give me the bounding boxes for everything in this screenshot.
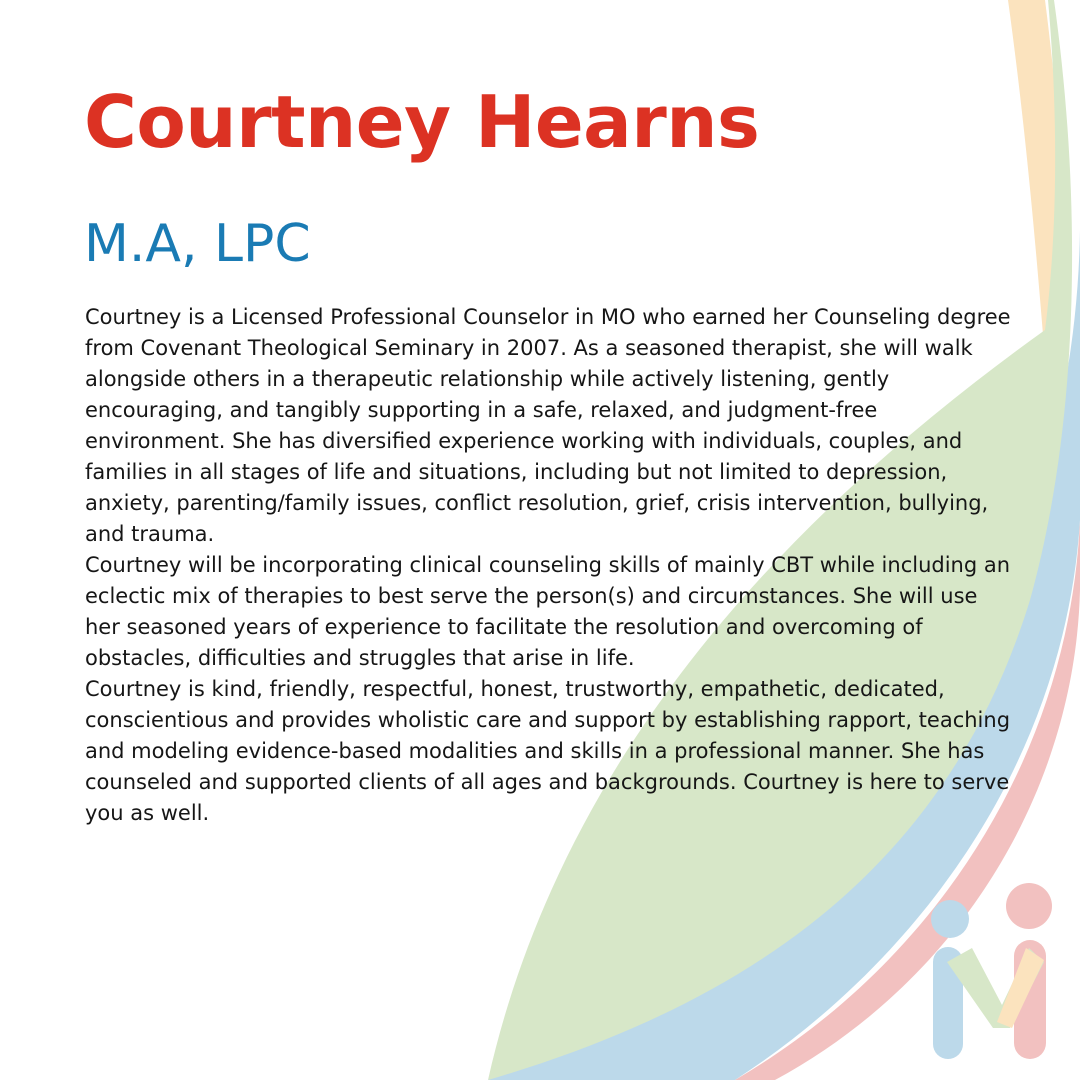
counselor-name: Courtney Hearns: [84, 80, 760, 164]
bio-text: [85, 302, 1015, 829]
bio-paragraph-2: Courtney will be incorporating clinical counseling skills of mainly CBT while including an eclectic mix of therapies to best serve the person(s) and circumstances. She will use her seasoned years of experience to facilitate the resolution and overcoming of obstacles, difficulties and struggles that arise in life.: [85, 553, 1011, 670]
bio-paragraph-1: Courtney is a Licensed Professional Counselor in MO who earned her Counseling degree from Covenant Theological Seminary in 2007. As a seasoned therapist, she will walk alongside others in a therapeutic relationship while actively listening, gently encouraging, and tangibly supporting in a safe, relaxed, and judgment-free environment. She has diversified experience working with individuals, couples, and families in all stages of life and situations, including but not limited to depression, anxiety, parenting/family issues, conflict resolution, grief, crisis intervention, bullying, and trauma.: [85, 305, 1011, 546]
credentials: M.A, LPC: [84, 214, 311, 274]
bio-paragraph-3: Courtney is kind, friendly, respectful, honest, trustworthy, empathetic, dedicated, conscientious and provides wholistic care and support by establishing rapport, teaching and modeling evidence-based modalities and skills in a professional manner. She has counseled and supported clients of all ages and backgrounds. Courtney is here to serve you as well.: [85, 677, 1011, 825]
m-logo-icon: [931, 883, 1052, 1059]
